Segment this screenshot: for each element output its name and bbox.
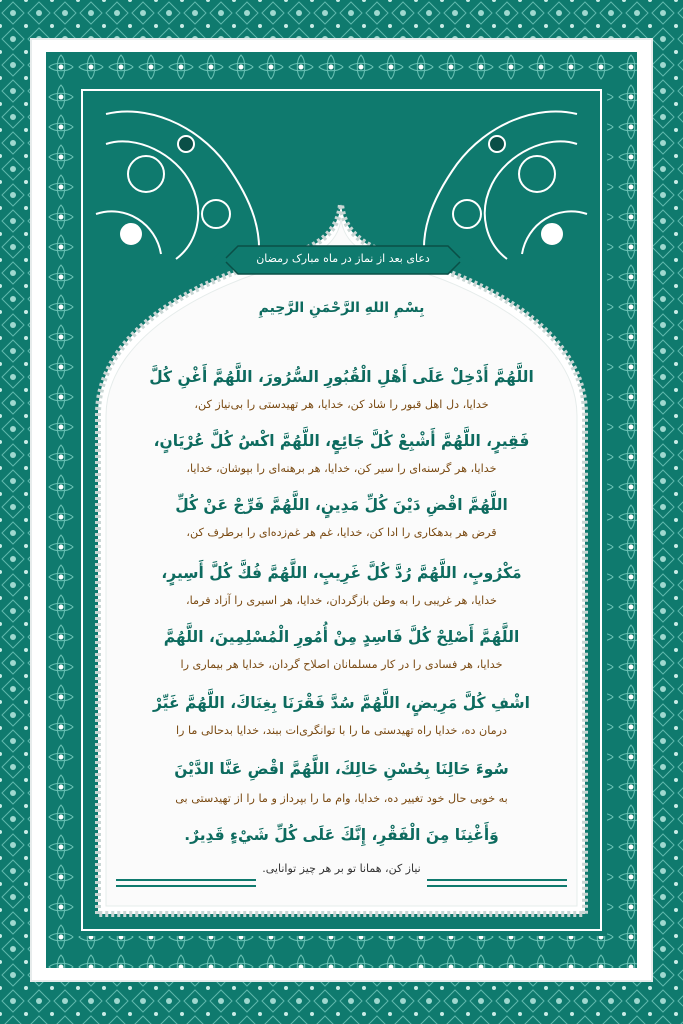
verse-persian-5: خدایا، هر فسادی را در کار مسلمانان اصلاح گردان، خدایا هر بیماری را	[180, 658, 503, 671]
title-text: دعای بعد از نماز در ماه مبارک رمضان	[256, 252, 430, 265]
verse-persian-2: خدایا، هر گرسنه‌ای را سیر کن، خدایا، هر برهنه‌ای را بپوشان، خدایا،	[186, 462, 497, 475]
verse-arabic-7: سُوءَ حَالِنَا بِحُسْنِ حَالِكَ، اللَّهُمَّ اقْضِ عَنَّا الدَّيْنَ	[174, 760, 509, 778]
verse-arabic-1: اللَّهُمَّ أَدْخِلْ عَلَى أَهْلِ الْقُبُورِ السُّرُورَ، اللَّهُمَّ أَغْنِ كُلَّ	[149, 368, 534, 386]
verse-arabic-2: فَقِيرٍ، اللَّهُمَّ أَشْبِعْ كُلَّ جَائِعٍ، اللَّهُمَّ اكْسُ كُلَّ عُرْيَانٍ،	[153, 432, 530, 450]
verse-arabic-6: اشْفِ كُلَّ مَرِيضٍ، اللَّهُمَّ سُدَّ فَقْرَنَا بِغِنَاكَ، اللَّهُمَّ غَيِّرْ	[153, 694, 530, 712]
verse-persian-1: خدایا، دل اهل قبور را شاد کن، خدایا، هر تهیدستی را بی‌نیاز کن،	[194, 398, 489, 411]
verse-persian-6: درمان ده، خدایا راه تهیدستی ما را با توانگری‌ات ببند، خدایا بدحالی ما را	[175, 724, 508, 737]
verse-persian-7: به خوبی حال خود تغییر ده، خدایا، وام ما را بپرداز و ما را از تهیدستی بی	[175, 792, 508, 805]
verse-arabic-5: اللَّهُمَّ أَصْلِحْ كُلَّ فَاسِدٍ مِنْ أُمُورِ الْمُسْلِمِينَ، اللَّهُمَّ	[163, 628, 520, 646]
basmala: بِسْمِ اللهِ الرَّحْمَنِ الرَّحِيمِ	[258, 300, 425, 316]
closing-line: نیاز کن، همانا تو بر هر چیز توانایی.	[262, 862, 421, 875]
verse-arabic-8: وَأَغْنِنَا مِنَ الْفَقْرِ، إِنَّكَ عَلَى كُلِّ شَيْءٍ قَدِيرٌ.	[184, 826, 499, 844]
verse-persian-4: خدایا، هر غریبی را به وطن بازگردان، خدایا، هر اسیری را آزاد فرما،	[186, 594, 497, 607]
verse-arabic-4: مَكْرُوبٍ، اللَّهُمَّ رُدَّ كُلَّ غَرِيبٍ، اللَّهُمَّ فُكَّ كُلَّ أَسِيرٍ،	[161, 564, 522, 582]
verse-arabic-3: اللَّهُمَّ اقْضِ دَيْنَ كُلِّ مَدِينٍ، اللَّهُمَّ فَرِّجْ عَنْ كُلِّ	[175, 496, 508, 514]
verse-persian-3: قرض هر بدهکاری را ادا کن، خدایا، غم هر غم‌زده‌ای را برطرف کن،	[186, 526, 497, 539]
